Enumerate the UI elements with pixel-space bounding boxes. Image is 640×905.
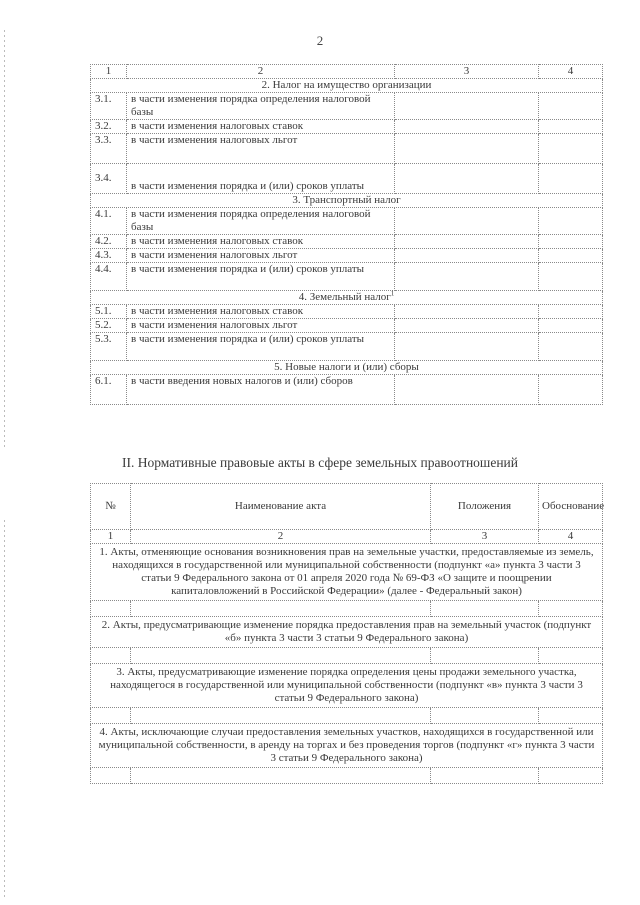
cell — [395, 319, 539, 333]
block-row — [91, 664, 603, 708]
section-row — [91, 291, 603, 305]
table-row — [91, 235, 603, 249]
col-number: 4 — [539, 530, 603, 544]
row-text: в части изменения налоговых ставок — [127, 305, 395, 319]
row-number: 5.1. — [91, 305, 127, 319]
row-number: 3.3. — [91, 134, 127, 164]
col-number: 4 — [539, 65, 603, 79]
row-text: в части изменения налоговых ставок — [127, 235, 395, 249]
cell — [539, 768, 603, 784]
cell — [131, 768, 431, 784]
table-row — [91, 375, 603, 405]
cell — [395, 263, 539, 291]
cell — [539, 249, 603, 263]
cell — [91, 768, 131, 784]
table-row — [91, 768, 603, 784]
cell — [395, 249, 539, 263]
cell — [431, 708, 539, 724]
table-row — [91, 164, 603, 194]
cell — [91, 648, 131, 664]
table-row — [91, 93, 603, 120]
table-row — [91, 263, 603, 291]
section-row — [91, 361, 603, 375]
cell — [539, 120, 603, 134]
cell — [395, 134, 539, 164]
col-number: 3 — [431, 530, 539, 544]
cell — [539, 305, 603, 319]
row-number: 4.3. — [91, 249, 127, 263]
cell — [395, 93, 539, 120]
row-number: 4.2. — [91, 235, 127, 249]
cell — [539, 208, 603, 235]
cell — [395, 208, 539, 235]
section-row — [91, 79, 603, 93]
col-number: 1 — [91, 65, 127, 79]
row-number: 4.1. — [91, 208, 127, 235]
table-row — [91, 120, 603, 134]
col-number: 2 — [131, 530, 431, 544]
table-header-row — [91, 484, 603, 530]
table-row — [91, 648, 603, 664]
col-header-number: № — [91, 484, 131, 530]
cell — [539, 601, 603, 617]
row-number: 4.4. — [91, 263, 127, 291]
page-number: 2 — [316, 33, 324, 48]
block-title: 1. Акты, отменяющие основания возникновения прав на земельные участки, предоставляемые из земель, находящихся в государственной или муниципальной собственности (подпункт «а» пункта 3 части 3 статьи 9 Федерального закона от 01 апреля 2020 года № 69-ФЗ «О защите и поощрении капиталовложений в Российской Федерации» (далее - Федеральный закон) — [91, 544, 603, 601]
table-row — [91, 208, 603, 235]
cell — [395, 333, 539, 361]
cell — [539, 375, 603, 405]
table-row — [91, 305, 603, 319]
tax-table — [90, 64, 603, 405]
section-title — [91, 291, 603, 305]
cell — [539, 93, 603, 120]
scan-edge-mark — [4, 30, 5, 450]
table-row — [91, 601, 603, 617]
row-number: 6.1. — [91, 375, 127, 405]
section-title: 3. Транспортный налог — [91, 194, 603, 208]
cell — [539, 333, 603, 361]
row-number: 5.3. — [91, 333, 127, 361]
footnote-mark: 1 — [390, 289, 395, 298]
table-header-row — [91, 65, 603, 79]
section-title: 2. Налог на имущество организации — [91, 79, 603, 93]
row-number: 3.1. — [91, 93, 127, 120]
block-row — [91, 544, 603, 601]
row-text: в части введения новых налогов и (или) сборов — [127, 375, 395, 405]
cell — [131, 648, 431, 664]
row-text: в части изменения налоговых льгот — [127, 134, 395, 164]
col-number: 3 — [395, 65, 539, 79]
table-row — [91, 708, 603, 724]
section-row — [91, 194, 603, 208]
block-title: 4. Акты, исключающие случаи предоставления земельных участков, находящихся в государственной или муниципальной собственности, в аренду на торгах и без проведения торгов (подпункт «г» пункта 3 части 3 статьи 9 Федерального закона) — [91, 724, 603, 768]
block-title: 3. Акты, предусматривающие изменение порядка определения цены продажи земельного участка, находящегося в государственной или муниципальной собственности (подпункт «в» пункта 3 части 3 статьи 9 Федерального закона) — [91, 664, 603, 708]
cell — [91, 708, 131, 724]
row-number: 3.2. — [91, 120, 127, 134]
row-text: в части изменения порядка и (или) сроков уплаты — [127, 164, 395, 194]
cell — [395, 235, 539, 249]
col-number: 1 — [91, 530, 131, 544]
col-header-provisions: Положения — [431, 484, 539, 530]
cell — [539, 263, 603, 291]
land-acts-table — [90, 483, 603, 784]
row-text: в части изменения налоговых ставок — [127, 120, 395, 134]
cell — [91, 601, 131, 617]
cell — [131, 708, 431, 724]
scan-edge-mark — [4, 520, 5, 900]
table-row — [91, 333, 603, 361]
cell — [131, 601, 431, 617]
block-row — [91, 724, 603, 768]
cell — [539, 235, 603, 249]
cell — [539, 319, 603, 333]
block-row — [91, 617, 603, 648]
block-title: 2. Акты, предусматривающие изменение порядка предоставления прав на земельный участок (подпункт «б» пункта 3 части 3 статьи 9 Федерального закона) — [91, 617, 603, 648]
col-header-name: Наименование акта — [131, 484, 431, 530]
cell — [539, 134, 603, 164]
row-text: в части изменения порядка и (или) сроков уплаты — [127, 333, 395, 361]
row-text: в части изменения порядка определения налоговой базы — [127, 93, 395, 120]
cell — [395, 120, 539, 134]
row-text: в части изменения налоговых льгот — [127, 319, 395, 333]
row-text: в части изменения порядка определения налоговой базы — [127, 208, 395, 235]
cell — [431, 768, 539, 784]
row-number: 5.2. — [91, 319, 127, 333]
cell — [395, 375, 539, 405]
cell — [395, 164, 539, 194]
cell — [539, 164, 603, 194]
cell — [431, 601, 539, 617]
table-row — [91, 249, 603, 263]
cell — [431, 648, 539, 664]
table-row — [91, 319, 603, 333]
section-heading: II. Нормативные правовые акты в сфере земельных правоотношений — [121, 455, 518, 470]
row-number: 3.4. — [91, 164, 127, 194]
section-title: 5. Новые налоги и (или) сборы — [91, 361, 603, 375]
row-text: в части изменения налоговых льгот — [127, 249, 395, 263]
cell — [395, 305, 539, 319]
row-text: в части изменения порядка и (или) сроков уплаты — [127, 263, 395, 291]
cell — [539, 708, 603, 724]
section-title-text: 4. Земельный налог — [298, 291, 391, 303]
col-header-justification: Обоснование — [539, 484, 603, 530]
cell — [539, 648, 603, 664]
column-numbers-row — [91, 530, 603, 544]
table-row — [91, 134, 603, 164]
col-number: 2 — [127, 65, 395, 79]
